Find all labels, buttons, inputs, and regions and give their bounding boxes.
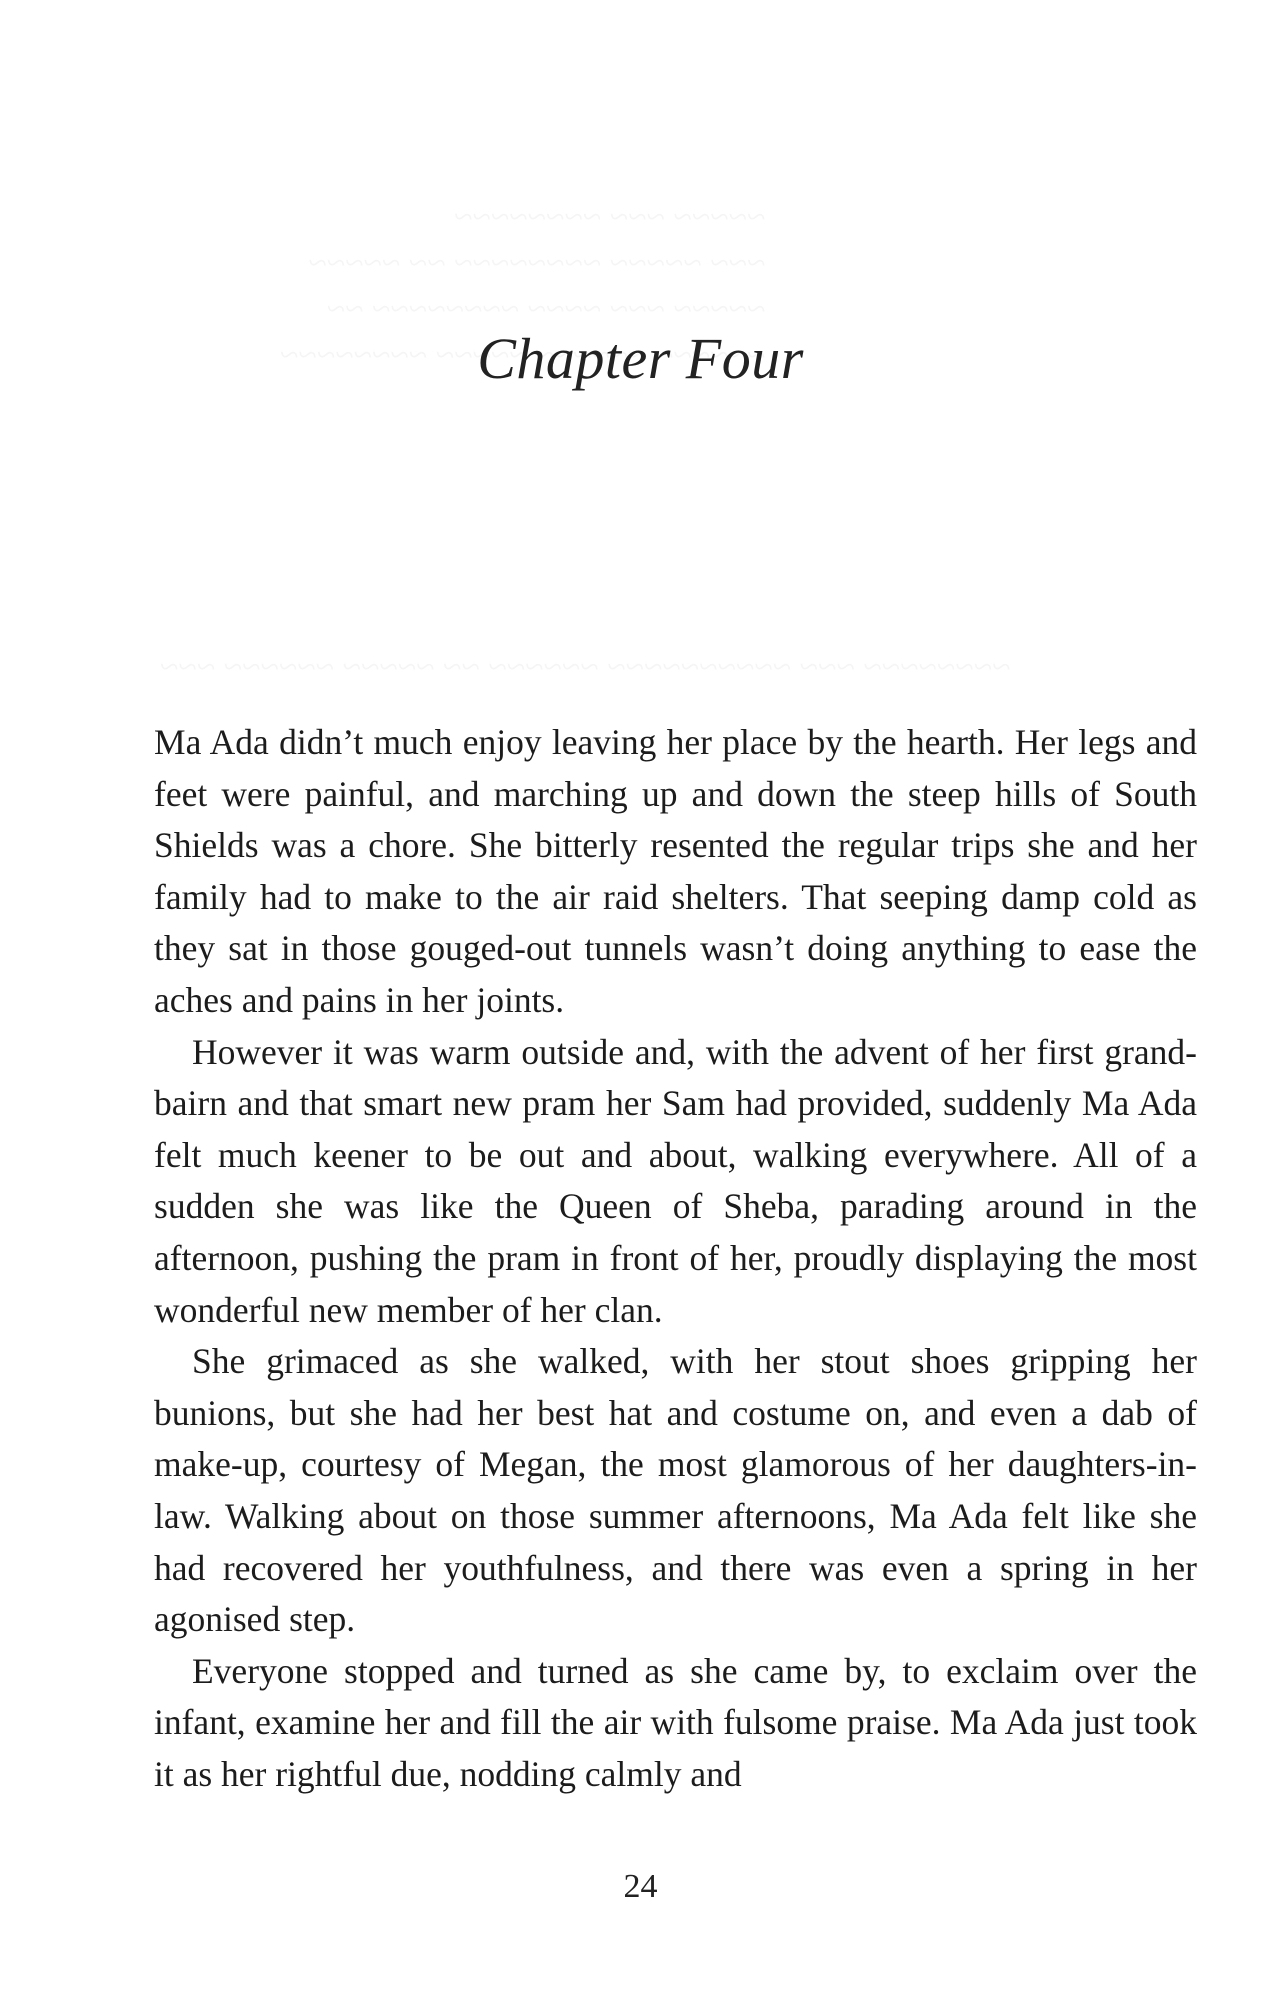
paragraph: Ma Ada didn’t much enjoy leaving her place by the hearth. Her legs and feet were painful, and marching up and down the steep hills of South Shields was a chore. She bitterly resented the regular trips she and her family had to make to the air raid shelters. That seeping damp cold as they sat in those gouged-out tunnels wasn’t doing anything to ease the aches and pains in her joints.: [154, 722, 1197, 1020]
chapter-title: Chapter Four: [477, 326, 804, 391]
paragraph: However it was warm outside and, with the advent of her first grand-bairn and that smart new pram her Sam had provided, suddenly Ma Ada felt much keener to be out and about, walking everywhere. All of a sudden she was like the Queen of Sheba, parading around in the afternoon, pushing the pram in front of her, proudly displaying the most wonderful new member of her clan.: [154, 1031, 1197, 1330]
page-number: 24: [623, 1868, 658, 1905]
chapter-body: [154, 717, 1197, 1800]
paragraph: Everyone stopped and turned as she came by, to exclaim over the infant, examine her and fill the air with fulsome praise. Ma Ada just took it as her rightful due, nodding calmly and: [154, 1650, 1197, 1794]
paragraph: She grimaced as she walked, with her stout shoes gripping her bunions, but she had her best hat and costume on, and even a dab of make-up, courtesy of Megan, the most glamorous of her daughters-in-law. Walking about on those summer afternoons, Ma Ada felt like she had recovered her youthfulness, and there was even a spring in her agonised step.: [154, 1341, 1197, 1640]
bleed-through-decoration: [160, 645, 1010, 691]
